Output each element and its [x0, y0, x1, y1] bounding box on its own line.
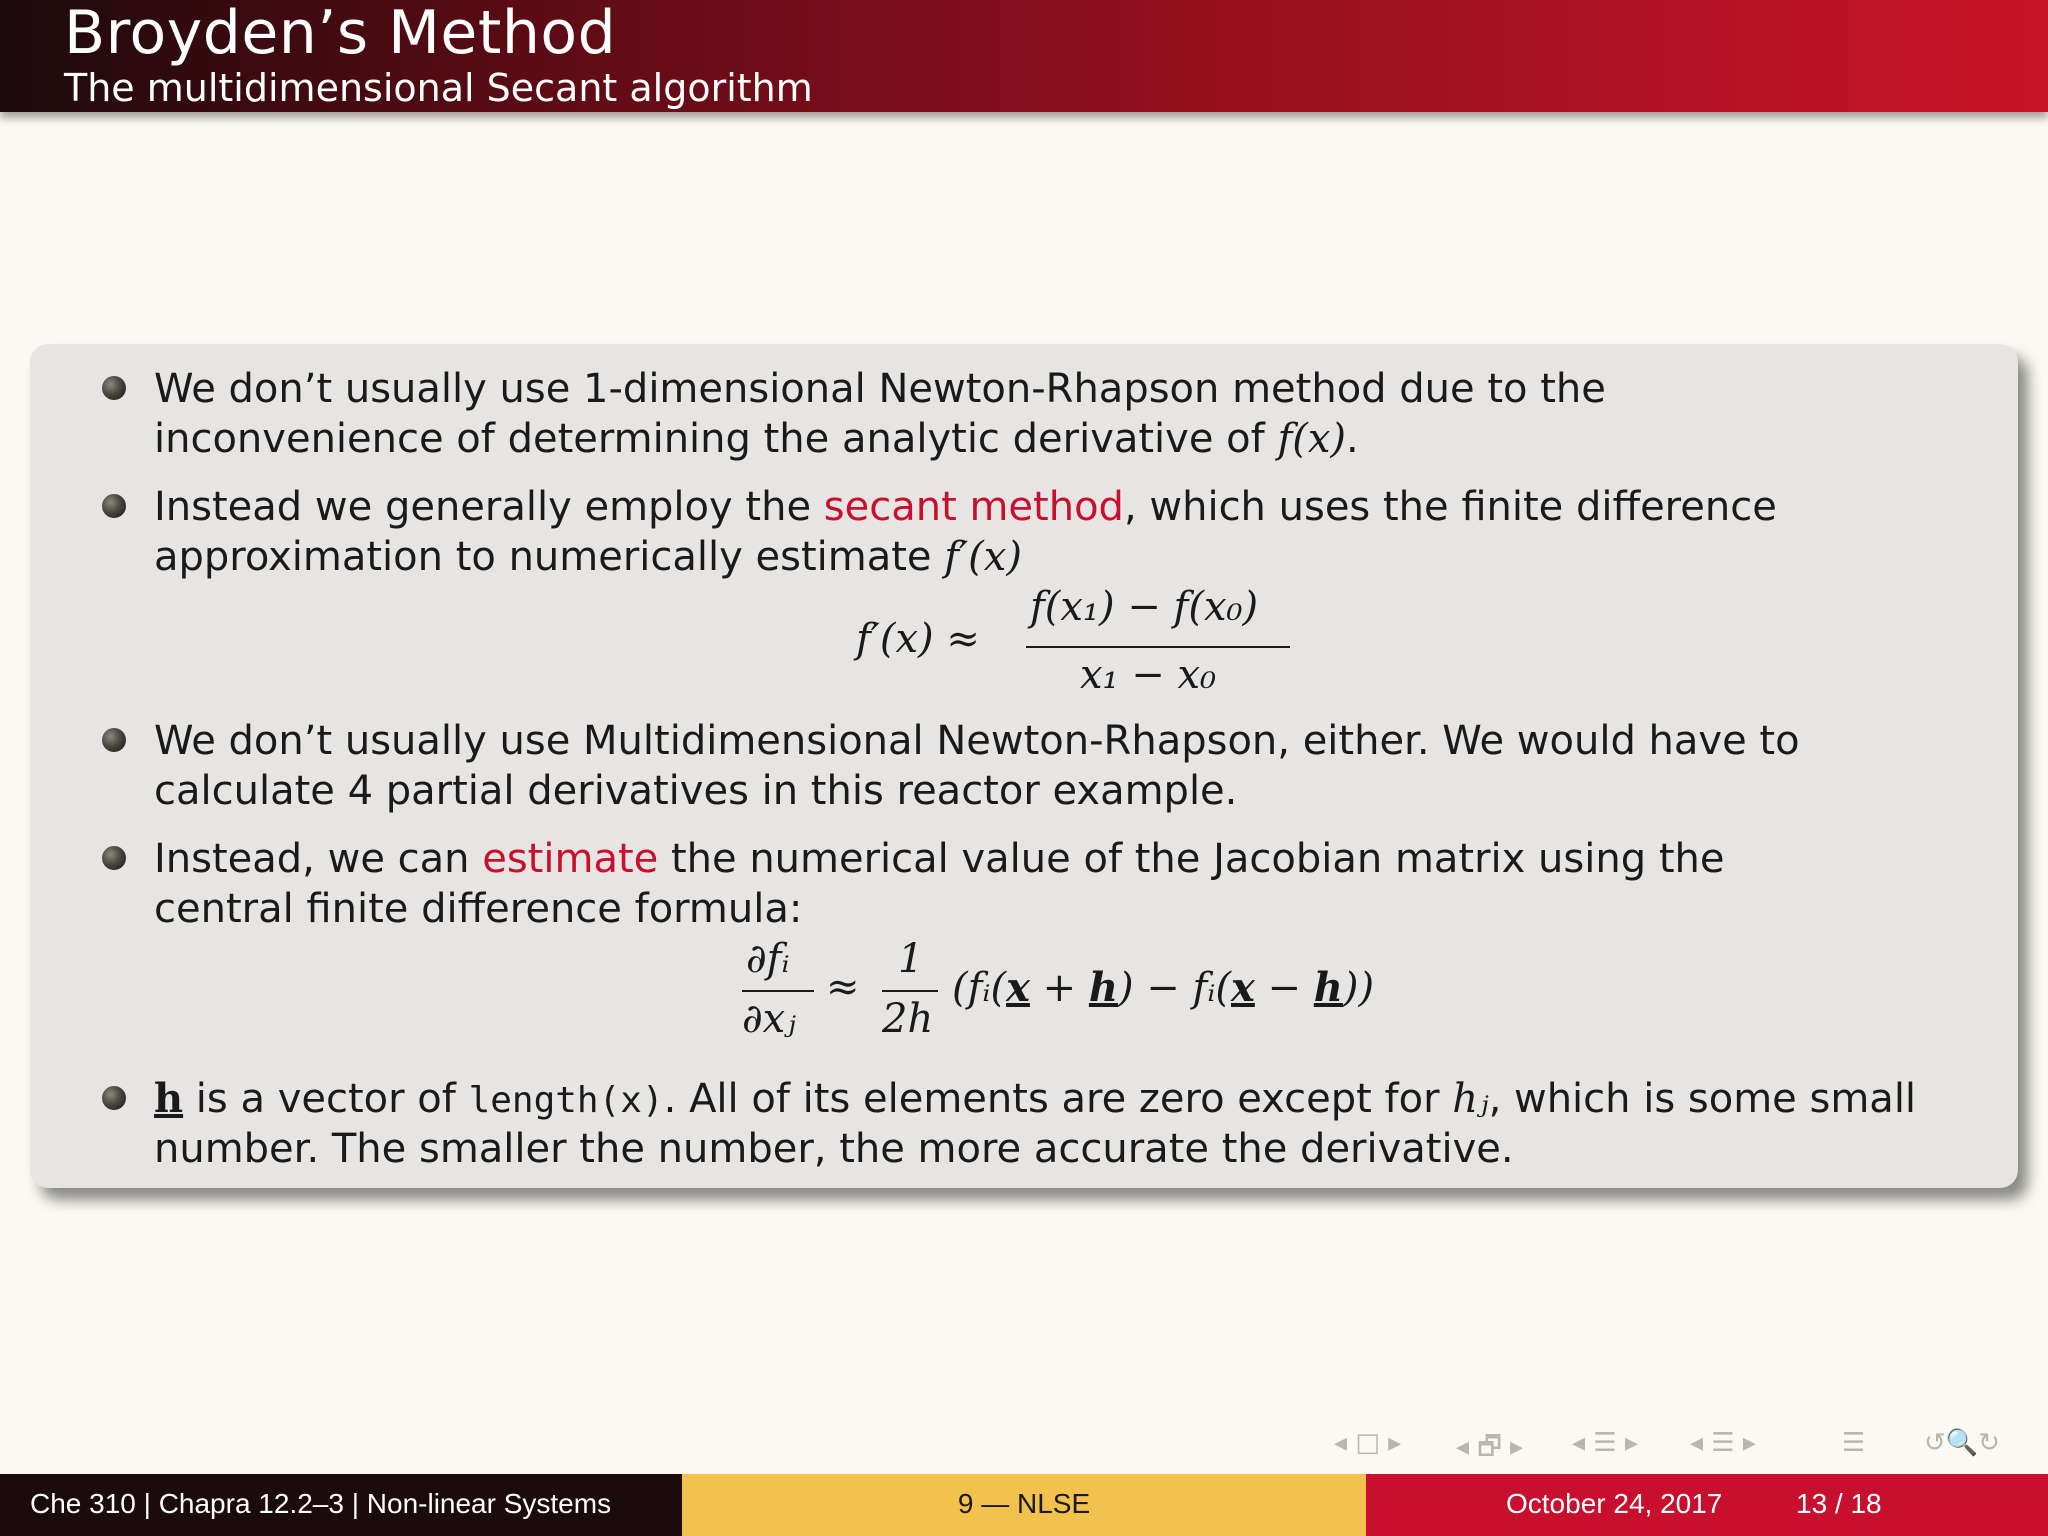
bullet-5-line-2: number. The smaller the number, the more accurate the derivative. — [154, 1126, 1514, 1172]
footer-left — [0, 1474, 682, 1536]
slide-header — [0, 0, 2048, 112]
bullet-4-line-1 — [154, 834, 1724, 884]
eq2-rhs-numerator: 1 — [898, 936, 924, 982]
bullet-1-line-1: We don’t usually use 1-dimensional Newton-Rhapson method due to the — [154, 366, 1606, 412]
footer-date: October 24, 2017 — [1506, 1488, 1723, 1519]
bullet-4-text: Instead, we can — [154, 836, 483, 882]
bullet-marker — [102, 1086, 126, 1110]
vector-h: h — [1088, 964, 1118, 1011]
eq1-fraction-bar — [1026, 646, 1290, 648]
bullet-2-text-end: , which uses the finite difference — [1123, 484, 1777, 530]
eq2-approx: ≈ — [826, 964, 860, 1010]
nav-align-icon[interactable]: ☰ — [1842, 1428, 1866, 1458]
eq1-numerator: f(x₁) − f(x₀) — [1030, 584, 1259, 630]
bullet-2-line-1 — [154, 482, 1777, 532]
eq2-rhs-bar — [882, 990, 938, 992]
bullet-1-period: . — [1346, 416, 1359, 462]
bullet-5-mid: . All of its elements are zero except for — [663, 1076, 1453, 1122]
math-hj: hⱼ — [1452, 1076, 1489, 1122]
estimate-highlight: estimate — [482, 836, 659, 882]
bullet-2-text: Instead we generally employ the — [154, 484, 824, 530]
eq2-plus: + — [1029, 965, 1089, 1011]
eq2-lhs-bar — [742, 990, 814, 992]
bullet-5-text: is a vector of — [183, 1076, 469, 1122]
bullet-1-text: inconvenience of determining the analytic derivative of — [154, 416, 1278, 462]
bullet-4-line-2: central finite difference formula: — [154, 886, 803, 932]
eq1-lhs: f′(x) ≈ — [856, 616, 980, 662]
eq2-close: )) — [1342, 965, 1375, 1011]
slide-footer — [0, 1474, 2048, 1536]
footer-page-number: 13 / 18 — [1796, 1488, 1882, 1519]
eq1-denominator: x₁ − x₀ — [1080, 652, 1217, 698]
code-length-x: length(x) — [468, 1080, 664, 1121]
footer-section: 9 — NLSE — [957, 1488, 1091, 1519]
bullet-marker — [102, 728, 126, 752]
footer-middle — [682, 1474, 1366, 1536]
nav-frame-icon[interactable]: ◂ □ ▸ — [1334, 1428, 1402, 1458]
bullet-2-line-2 — [154, 532, 1022, 582]
bullet-3-line-2: calculate 4 partial derivatives in this reactor example. — [154, 768, 1238, 814]
nav-slide-icon[interactable]: ◂ ☰ ▸ — [1690, 1428, 1756, 1458]
footer-right — [1366, 1474, 2048, 1536]
nav-subsection-icon[interactable]: ◂ ☰ ▸ — [1572, 1428, 1638, 1458]
slide-subtitle: The multidimensional Secant algorithm — [64, 66, 813, 110]
eq2-body — [952, 964, 1374, 1011]
nav-search-icon[interactable]: ↺🔍↻ — [1924, 1428, 2000, 1458]
bullet-marker — [102, 846, 126, 870]
eq2-lhs-denominator: ∂xⱼ — [742, 996, 796, 1042]
content-block — [30, 344, 2018, 1188]
eq2-minus: − — [1254, 965, 1314, 1011]
eq2-rhs-denominator: 2h — [882, 996, 934, 1042]
bullet-marker — [102, 494, 126, 518]
bullet-5-end: , which is some small — [1488, 1076, 1917, 1122]
slide-title: Broyden’s Method — [64, 0, 617, 68]
bullet-5-line-1 — [154, 1074, 1916, 1126]
vector-x: x — [1230, 964, 1255, 1011]
footer-course: Che 310 | Chapra 12.2–3 | Non-linear Systems — [30, 1488, 612, 1519]
vector-h: h — [1313, 964, 1343, 1011]
vector-h: h — [154, 1075, 184, 1122]
math-fx: f(x) — [1277, 416, 1347, 462]
math-fprime: f′(x) — [944, 534, 1022, 580]
bullet-2-line-2-text: approximation to numerically estimate — [154, 534, 945, 580]
secant-method-highlight: secant method — [823, 484, 1124, 530]
eq2-lhs-numerator: ∂fᵢ — [746, 936, 790, 982]
eq2-mid: ) − fᵢ( — [1117, 965, 1231, 1011]
bullet-marker — [102, 376, 126, 400]
bullet-3-line-1: We don’t usually use Multidimensional Newton-Rhapson, either. We would have to — [154, 718, 1800, 764]
nav-section-icon[interactable]: ◂ 🗗 ▸ — [1456, 1432, 1524, 1462]
vector-x: x — [1006, 964, 1030, 1011]
bullet-4-text-end: the numerical value of the Jacobian matrix using the — [658, 836, 1725, 882]
bullet-1-line-2 — [154, 414, 1359, 464]
eq2-open: (fᵢ( — [952, 965, 1007, 1011]
